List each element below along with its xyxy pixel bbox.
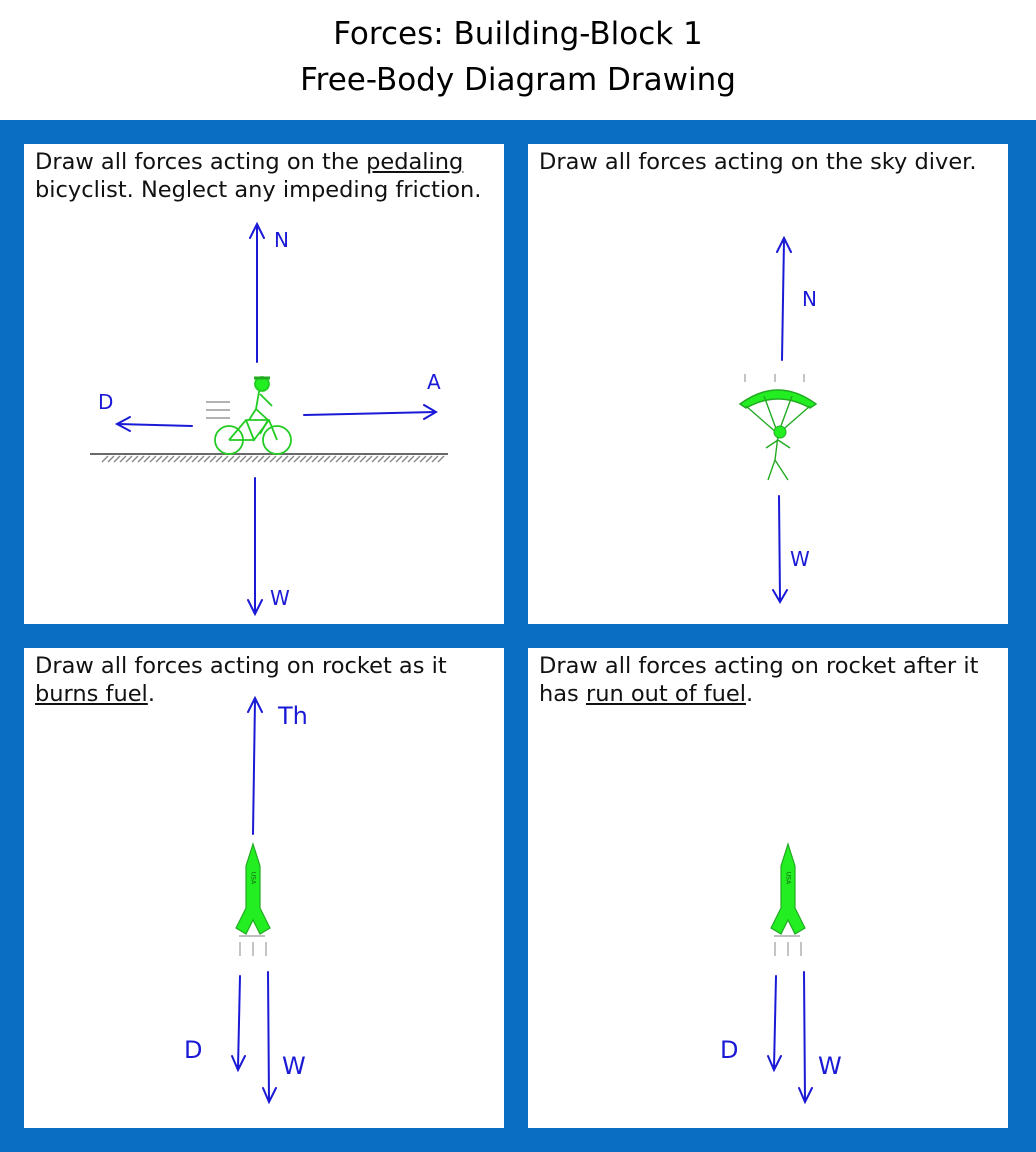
rocket-burning-diagram — [24, 648, 504, 1128]
ground-hatch — [192, 456, 198, 462]
prompt-text-end: bicyclist. Neglect any impeding friction. — [35, 177, 482, 203]
ground-hatch — [432, 456, 438, 462]
ground-hatch — [180, 456, 186, 462]
weight-force-arrow — [263, 972, 276, 1102]
ground-hatch — [426, 456, 432, 462]
ground-hatch — [204, 456, 210, 462]
ground-hatch — [330, 456, 336, 462]
ground-hatch — [324, 456, 330, 462]
rocket-label: USA — [784, 871, 792, 885]
normal-force-arrow — [250, 224, 264, 362]
ground-hatch — [138, 456, 144, 462]
weight-force-arrow — [773, 496, 787, 602]
ground-hatch — [438, 456, 444, 462]
panel-sky-diver — [528, 144, 1008, 624]
panel-rocket-no-fuel — [528, 648, 1008, 1128]
ground-hatch — [282, 456, 288, 462]
ground-hatch — [318, 456, 324, 462]
ground-hatch — [306, 456, 312, 462]
rocket-no-fuel-diagram — [528, 648, 1008, 1128]
rocket-icon — [236, 844, 270, 956]
ground-hatch — [348, 456, 354, 462]
ground-hatch — [366, 456, 372, 462]
ground-hatch — [120, 456, 126, 462]
sky-diver-diagram — [528, 144, 1008, 624]
label-th: Th — [278, 702, 308, 730]
page-subtitle: Free-Body Diagram Drawing — [300, 62, 736, 98]
ground-hatch — [336, 456, 342, 462]
ground-hatch — [396, 456, 402, 462]
ground-hatch — [300, 456, 306, 462]
label-d: D — [720, 1036, 739, 1064]
ground-hatch — [150, 456, 156, 462]
drag-force-arrow — [117, 417, 192, 431]
prompt-text: Draw all forces acting on the — [35, 149, 367, 175]
ground-hatch — [156, 456, 162, 462]
ground-hatch — [408, 456, 414, 462]
ground-hatch — [102, 456, 108, 462]
label-d: D — [98, 390, 114, 414]
ground-hatch — [198, 456, 204, 462]
prompt-underlined: burns fuel — [35, 681, 148, 707]
drag-force-arrow — [232, 976, 245, 1070]
bicyclist-icon — [215, 377, 291, 454]
ground-hatch — [234, 456, 240, 462]
ground — [90, 454, 448, 462]
ground-hatch — [360, 456, 366, 462]
label-w: W — [282, 1052, 306, 1080]
ground-hatch — [414, 456, 420, 462]
applied-force-arrow — [304, 405, 436, 419]
ground-hatch — [222, 456, 228, 462]
panel-bicyclist — [24, 144, 504, 624]
label-w: W — [818, 1052, 842, 1080]
ground-hatch — [144, 456, 150, 462]
thrust-force-arrow — [248, 698, 262, 834]
prompt-text-end: . — [147, 681, 155, 707]
ground-hatch — [270, 456, 276, 462]
prompt-text: Draw all forces acting on rocket as it — [35, 653, 447, 679]
rocket-label: USA — [249, 871, 257, 885]
ground-hatch — [210, 456, 216, 462]
ground-hatch — [372, 456, 378, 462]
ground-hatch — [384, 456, 390, 462]
label-w: W — [270, 586, 290, 610]
ground-hatch — [342, 456, 348, 462]
ground-hatch — [126, 456, 132, 462]
prompt-text-end: . — [745, 681, 754, 707]
normal-force-arrow — [777, 238, 791, 360]
ground-hatch — [264, 456, 270, 462]
label-n: N — [802, 287, 817, 311]
label-w: W — [790, 547, 810, 571]
bicyclist-diagram — [24, 144, 504, 624]
ground-hatch — [258, 456, 264, 462]
prompt-underlined: run out of fuel — [585, 681, 746, 707]
ground-hatch — [276, 456, 282, 462]
rocket-icon — [771, 844, 805, 956]
prompt-underlined: pedaling — [366, 149, 464, 175]
label-d: D — [184, 1036, 203, 1064]
page-header — [0, 0, 1036, 120]
ground-hatch — [174, 456, 180, 462]
sky-diver-icon — [740, 390, 816, 480]
motion-lines-icon — [745, 374, 804, 382]
ground-hatch — [312, 456, 318, 462]
ground-hatch — [246, 456, 252, 462]
weight-force-arrow — [799, 972, 812, 1102]
label-n: N — [274, 228, 289, 252]
ground-hatch — [168, 456, 174, 462]
ground-hatch — [288, 456, 294, 462]
drag-force-arrow — [768, 976, 781, 1070]
ground-hatch — [162, 456, 168, 462]
motion-lines-icon — [206, 402, 230, 418]
ground-hatch — [402, 456, 408, 462]
ground-hatch — [216, 456, 222, 462]
ground-hatch — [240, 456, 246, 462]
ground-hatch — [294, 456, 300, 462]
ground-hatch — [108, 456, 114, 462]
label-a: A — [427, 370, 441, 394]
page-title: Forces: Building-Block 1 — [333, 16, 703, 52]
ground-hatch — [228, 456, 234, 462]
panel-rocket-burning — [24, 648, 504, 1128]
ground-hatch — [390, 456, 396, 462]
prompt-text: Draw all forces acting on rocket after it has — [539, 653, 979, 707]
weight-force-arrow — [248, 478, 262, 614]
ground-hatch — [186, 456, 192, 462]
ground-hatch — [252, 456, 258, 462]
ground-hatch — [114, 456, 120, 462]
ground-hatch — [354, 456, 360, 462]
ground-hatch — [132, 456, 138, 462]
ground-hatch — [378, 456, 384, 462]
ground-hatch — [420, 456, 426, 462]
sky-diver-prompt: Draw all forces acting on the sky diver. — [539, 149, 977, 175]
